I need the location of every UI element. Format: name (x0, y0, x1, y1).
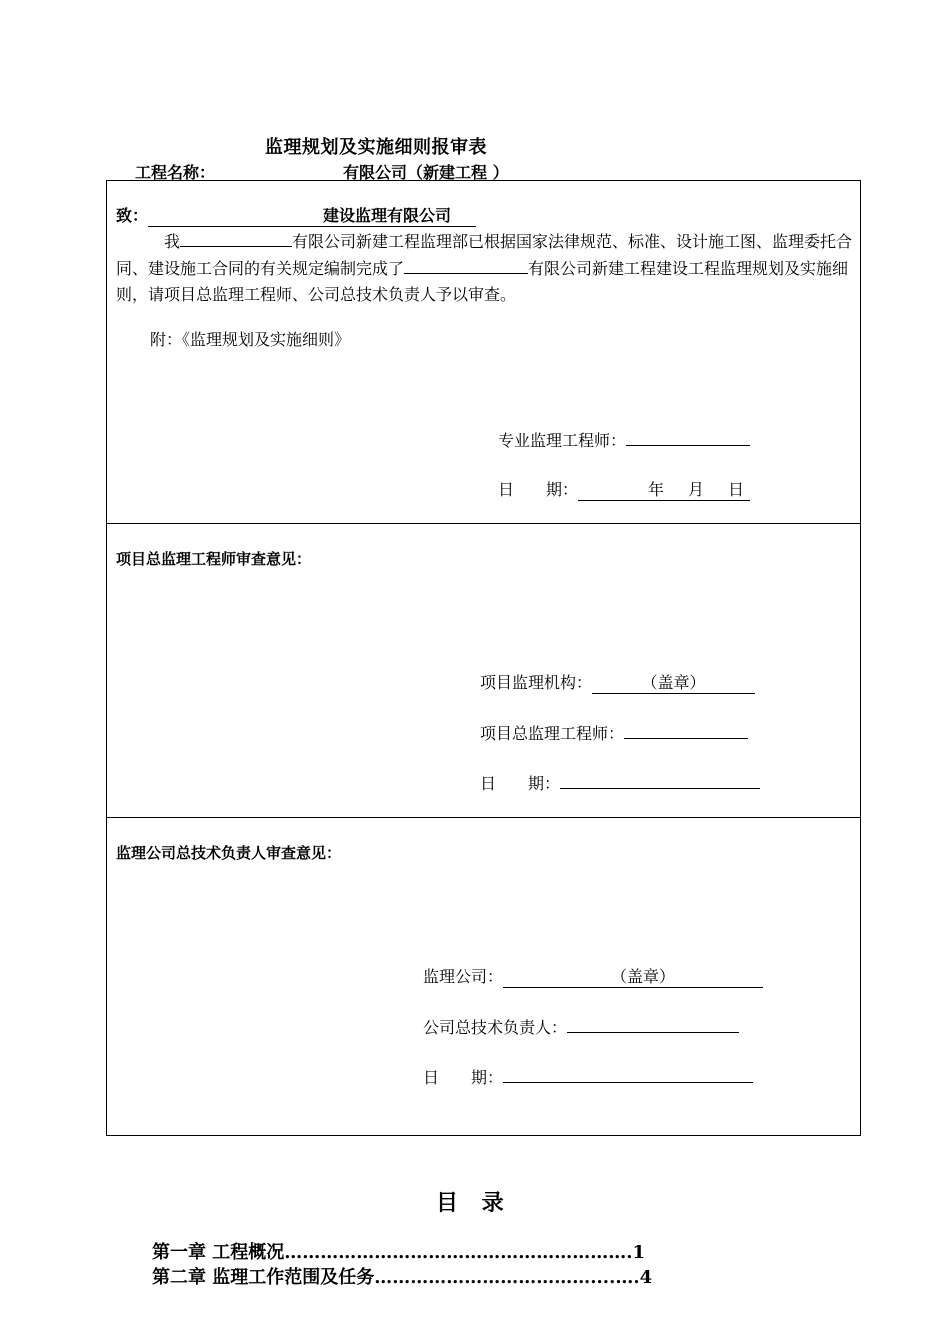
company-sign-line (423, 964, 763, 988)
engineer-sign-line (498, 427, 750, 451)
tech-date-label: 日 期： (423, 1068, 504, 1087)
section-divider (106, 817, 861, 818)
date-line (498, 477, 750, 501)
section-divider (106, 523, 861, 524)
chief-sign-line (480, 720, 748, 744)
chief-label: 项目总监理工程师： (480, 724, 625, 743)
request-paragraph (116, 228, 856, 308)
project-name-label: 工程名称： (135, 163, 216, 182)
chief-review-heading: 项目总监理工程师审查意见： (116, 550, 312, 568)
toc-entry[interactable]: 第一章 工程概况………………………………………………….1 (152, 1242, 646, 1263)
tech-date-line (423, 1064, 753, 1088)
toc-title: 目 录 (436, 1190, 512, 1216)
attachment-note: 附：《监理规划及实施细则》 (150, 330, 351, 349)
addressee-line (116, 203, 476, 227)
blank-company-2 (404, 255, 528, 274)
toc-entry[interactable]: 第二章 监理工作范围及任务………………………………....….4 (152, 1267, 653, 1288)
org-label: 项目监理机构： (480, 673, 593, 692)
addressee-company: 建设监理有限公司 (148, 203, 476, 227)
addressee-label: 致： (116, 206, 149, 225)
company-label: 监理公司： (423, 967, 504, 986)
para-mid: 有限公司新建工程监理部已根据国家法律规范、标准、设计施工图、监理委托合同、建设施工合同的有关规定编制完成了 (116, 232, 853, 278)
project-name-value: 有限公司（新建工程 ） (343, 163, 509, 182)
org-seal-blank: （盖章） (592, 670, 755, 694)
tech-date-blank (503, 1064, 753, 1083)
form-table (106, 180, 861, 1136)
tech-sign-line (423, 1014, 739, 1038)
org-sign-line (480, 670, 755, 694)
company-seal-blank: （盖章） (503, 964, 763, 988)
chief-date-label: 日 期： (480, 774, 561, 793)
para-start: 我 (164, 232, 181, 251)
tech-label: 公司总技术负责人： (423, 1018, 568, 1037)
date-label: 日 期： (498, 480, 579, 499)
engineer-signature-blank (626, 427, 750, 446)
chief-date-line (480, 770, 760, 794)
date-blank: 年 月 日 (578, 477, 750, 501)
tech-signature-blank (567, 1014, 739, 1033)
blank-company (180, 228, 292, 247)
para-end: 有限公司新建工程建设工程监理规划及实施细则，请项目总监理工程师、公司总技术负责人予以审查。 (116, 259, 849, 304)
form-title: 监理规划及实施细则报审表 (265, 137, 487, 158)
chief-signature-blank (624, 720, 748, 739)
engineer-label: 专业监理工程师： (498, 431, 627, 450)
tech-review-heading: 监理公司总技术负责人审查意见： (116, 844, 342, 862)
chief-date-blank (560, 770, 760, 789)
